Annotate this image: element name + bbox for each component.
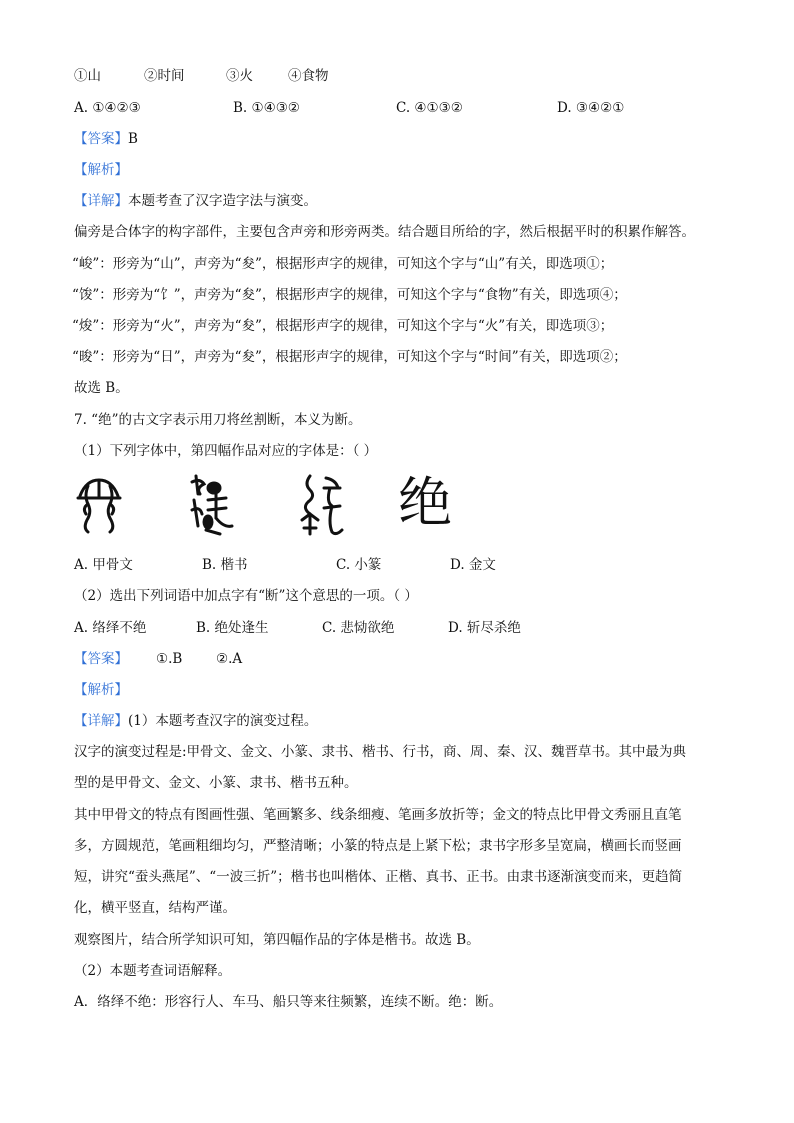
answer-value: ①.B	[156, 651, 183, 667]
q6-analysis-tag: 【解析】	[74, 162, 128, 178]
answer-tag: 【答案】	[74, 651, 128, 667]
q7-sub2-option-a: A. 络绎不绝	[74, 620, 147, 636]
answer-value: B	[128, 131, 138, 147]
q7-line: 型的是甲骨文、金文、小篆、隶书、楷书五种。	[74, 775, 358, 791]
answer-value: ②.A	[216, 651, 243, 667]
q6-line: “馂”：形旁为“饣”，声旁为“夋”，根据形声字的规律，可知这个字与“食物”有关，即选项④；	[72, 287, 627, 303]
q7-line: 其中甲骨文的特点有图画性强、笔画繁多、线条细瘦、笔画多放折等；金文的特点比甲骨文秀丽且直笔	[74, 807, 682, 823]
detail-text: 本题考查了汉字造字法与演变。	[128, 193, 317, 209]
q7-sub2: （2）选出下列词语中加点字有“断”这个意思的一项。（ ）	[74, 588, 418, 604]
q7-sub1-option-c: C. 小篆	[336, 557, 382, 573]
q7-sub1-option-a: A. 甲骨文	[74, 557, 133, 573]
q7-sub1: （1）下列字体中，第四幅作品对应的字体是：（ ）	[74, 443, 378, 459]
detail-tag: 【详解】	[74, 193, 128, 209]
q7-sub2-option-b: B. 绝处逢生	[196, 620, 269, 636]
q7-sub1-option-d: D. 金文	[450, 557, 496, 573]
q6-option-b: B. ①④③②	[233, 100, 300, 116]
q6-line: “峻”：形旁为“山”，声旁为“夋”，根据形声字的规律，可知这个字与“山”有关，即选项①；	[72, 256, 614, 272]
q6-option-c: C. ④①③②	[396, 100, 463, 116]
q6-option-a: A. ①④②③	[74, 100, 141, 116]
q7-analysis-tag: 【解析】	[74, 682, 128, 698]
q6-line: 偏旁是合体字的构字部件，主要包含声旁和形旁两类。结合题目所给的字，然后根据平时的积累作解答。	[74, 224, 695, 240]
q6-line: “焌”：形旁为“火”，声旁为“夋”，根据形声字的规律，可知这个字与“火”有关，即选项③；	[72, 318, 614, 334]
q7-sub1-option-b: B. 楷书	[202, 557, 248, 573]
detail-tag: 【详解】	[74, 713, 128, 729]
q7-line: 观察图片，结合所学知识可知，第四幅作品的字体是楷书。故选 B。	[74, 932, 480, 948]
q7-line: 短，讲究“蚕头燕尾”、“一波三折”；楷书也叫楷体、正楷、真书、正书。由隶书逐渐演变而来，更趋简	[74, 869, 683, 885]
q7-line: A．络绎不绝：形容行人、车马、船只等来往频繁，连续不断。绝：断。	[74, 994, 503, 1010]
item-1: ①山	[74, 68, 101, 84]
q7-line: 化，横平竖直，结构严谨。	[74, 900, 236, 916]
answer-tag: 【答案】	[74, 131, 128, 147]
q7-line: 汉字的演变过程是:甲骨文、金文、小篆、隶书、楷书、行书，商、周、秦、汉、魏晋草书。其中最为典	[74, 744, 687, 760]
item-2: ②时间	[144, 68, 185, 84]
item-4: ④食物	[288, 68, 329, 84]
q7-line: 多，方圆规范，笔画粗细均匀，严整清晰；小篆的特点是上紧下松；隶书字形多呈宽扁，横画长而竖画	[74, 838, 682, 854]
q7-stem: 7. “绝”的古文字表示用刀将丝割断，本义为断。	[74, 412, 362, 428]
bronze-glyph	[186, 470, 236, 536]
item-3: ③火	[226, 68, 253, 84]
q7-sub2-option-c: C. 悲恸欲绝	[322, 620, 395, 636]
oracle-bone-glyph	[74, 472, 124, 534]
q6-option-d: D. ③④②①	[557, 100, 625, 116]
q7-detail	[74, 711, 317, 731]
regular-script-glyph: 绝	[398, 471, 452, 534]
q7-line: （2）本题考查词语解释。	[74, 963, 232, 979]
detail-text: (1）本题考查汉字的演变过程。	[128, 713, 318, 729]
q6-line: “晙”：形旁为“日”，声旁为“夋”，根据形声字的规律，可知这个字与“时间”有关，即选项②；	[72, 349, 627, 365]
seal-script-glyph	[298, 472, 346, 538]
q6-line: 故选 B。	[74, 380, 129, 396]
q6-detail	[74, 191, 317, 211]
q6-answer	[74, 129, 138, 149]
q7-sub2-option-d: D. 斩尽杀绝	[448, 620, 521, 636]
